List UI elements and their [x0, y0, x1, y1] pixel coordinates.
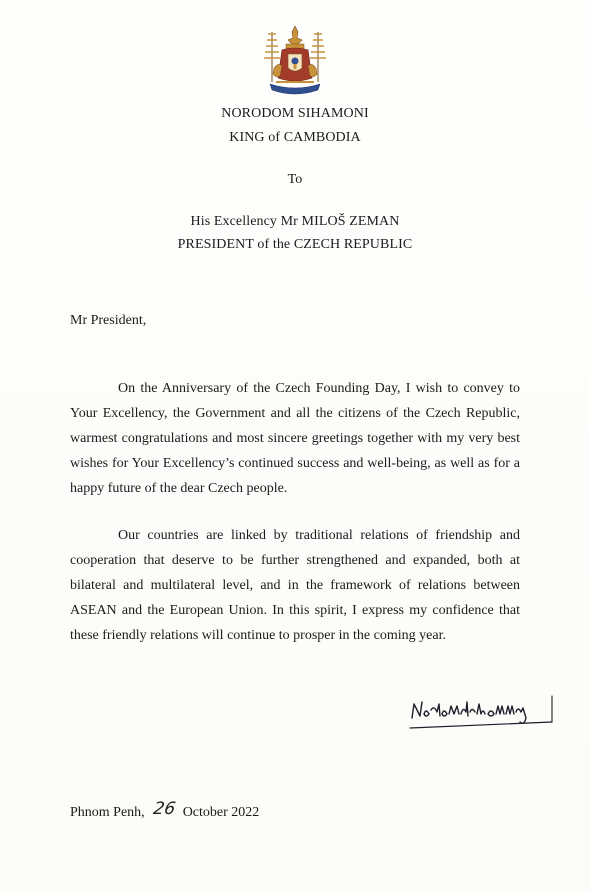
place: Phnom Penh,: [70, 805, 145, 820]
to-label: To: [287, 172, 303, 187]
sender-title: KING of CAMBODIA: [229, 130, 361, 145]
handwritten-signature: [406, 690, 556, 740]
recipient-name: His Excellency Mr MILOŠ ZEMAN: [190, 214, 400, 229]
sender-name: NORODOM SIHAMONI: [221, 106, 369, 121]
place-date-line: [70, 801, 259, 821]
recipient-title: PRESIDENT of the CZECH REPUBLIC: [177, 237, 413, 252]
salutation: Mr President,: [70, 313, 147, 328]
royal-coat-of-arms-icon: [262, 24, 328, 98]
body-paragraph: Our countries are linked by traditional relations of friendship and cooperation that deserve to be further strengthened and expanded, both at bilateral and multilateral level, and in the framework of relations between ASEAN and the European Union. In this spirit, I express my confidence that these friendly relations will continue to prosper in the coming year.: [70, 528, 520, 643]
body-paragraph: On the Anniversary of the Czech Founding Day, I wish to convey to Your Excellency, the Government and all the citizens of the Czech Republic, warmest congratulations and most sincere greetings together with my very best wishes for Your Excellency’s continued success and well-being, as well as for a happy future of the dear Czech people.: [70, 381, 520, 496]
handwritten-day: 26: [151, 799, 177, 819]
month-year: October 2022: [182, 805, 260, 820]
